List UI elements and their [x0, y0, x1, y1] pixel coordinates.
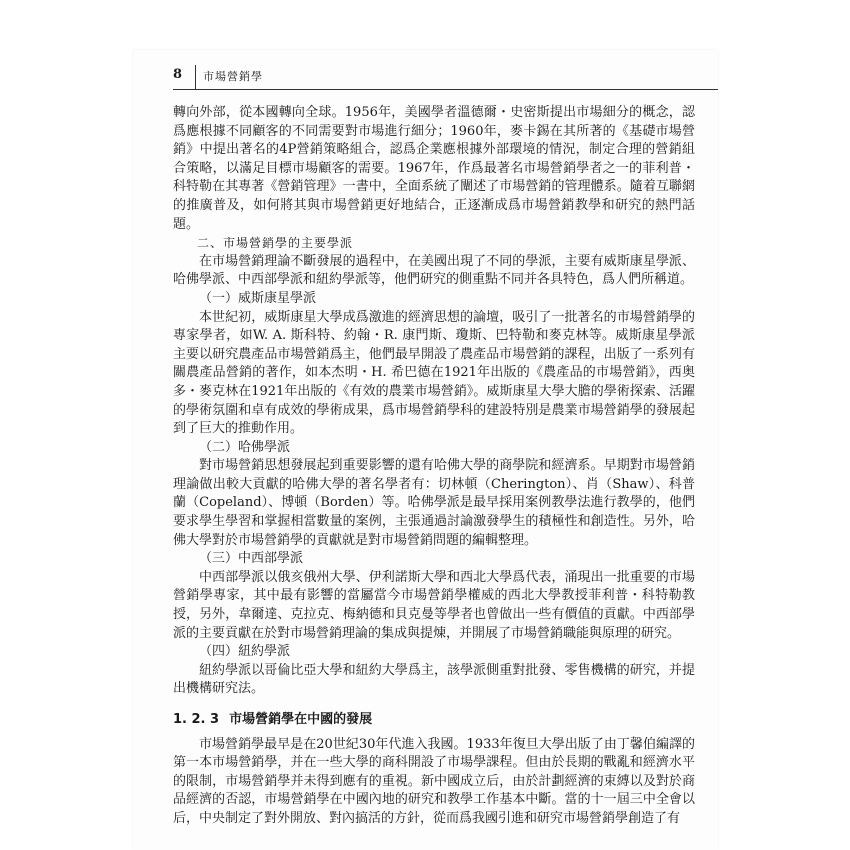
paragraph-4: 對市場營銷思想發展起到重要影響的還有哈佛大學的商學院和經濟系。早期對市場營銷理論做出較大貢獻的哈佛大學的著名學者有：切林頓（Cherington）、肖（Shaw）、科普蘭（Copeland）、博頓（Borden）等。哈佛學派是最早採用案例教學法進行教學的，他們要求學生學習和掌握相當數量的案例，主張通過討論激發學生的積極性和創造性。另外，哈佛大學對於市場營銷學的貢獻就是對市場營銷問題的編輯整理。 [173, 458, 695, 548]
section-heading-2: 二、市場營銷學的主要學派 [197, 236, 354, 251]
page-number: 8 [173, 67, 183, 82]
paragraph-1: 轉向外部，從本國轉向全球。1956年，美國學者溫德爾・史密斯提出市場細分的概念，認爲應根據不同顧客的不同需要對市場進行細分；1960年，麥卡錫在其所著的《基礎市場營銷》中提出著名的4P營銷策略組合，認爲企業應根據外部環境的情況，制定合理的營銷組合策略，以滿足目標市場顧客的需要。1967年，作爲最著名市場營銷學者之一的菲利普・科特勒在其專著《營銷管理》一書中，全面系統了闡述了市場營銷的管理體系。隨着互聯網的推廣普及，如何將其與市場營銷更好地結合，正逐漸成爲市場營銷教學和研究的熱門話題。 [173, 105, 695, 232]
page-header [173, 65, 718, 90]
subsection-heading-midwest: （三）中西部學派 [199, 551, 304, 567]
section-heading-1-2-3 [173, 711, 695, 730]
header-divider [195, 65, 196, 89]
paragraph-2: 在市場營銷理論不斷發展的過程中，在美國出現了不同的學派，主要有威斯康星學派、哈佛學派、中西部學派和紐約學派等，他們研究的側重點不同并各具特色，爲人們所稱道。 [173, 253, 695, 288]
paragraph-6: 紐約學派以哥倫比亞大學和紐約大學爲主，該學派側重對批發、零售機構的研究，并提出機構研究法。 [173, 662, 695, 697]
page-body [173, 104, 695, 829]
subsection-heading-wisconsin: （一）威斯康星學派 [199, 290, 317, 306]
running-title: 市場營銷學 [203, 70, 263, 83]
section-number: 1. 2. 3 [173, 712, 220, 727]
subsection-heading-harvard: （二）哈佛學派 [199, 439, 291, 455]
paragraph-7: 市場營銷學最早是在20世紀30年代進入我國。1933年復旦大學出版了由丁馨伯編譯的第一本市場營銷學，并在一些大學的商科開設了市場學課程。但由於長期的戰亂和經濟水平的限制，市場營銷學并未得到應有的重視。新中國成立后，由於計劃經濟的束縛以及對於商品經濟的否認，市場營銷學在中國內地的研究和教學工作基本中斷。當的十一屆三中全會以后，中央制定了對外開放、對內搞活的方針，從而爲我國引進和研究市場營銷學創造了有 [173, 736, 695, 826]
book-page [133, 50, 718, 850]
paragraph-5: 中西部學派以俄亥俄州大學、伊利諾斯大學和西北大學爲代表，涌現出一批重要的市場營銷學專家，其中最有影響的當屬當今市場營銷學權威的西北大學教授菲利普・科特勒教授，另外，韋爾達、克拉克、梅納德和貝克曼等學者也曾做出一些有價值的貢獻。中西部學派的主要貢獻在於對市場營銷理論的集成與提煉，并開展了市場營銷職能與原理的研究。 [173, 569, 695, 641]
section-title: 市場營銷學在中國的發展 [229, 712, 373, 727]
subsection-heading-newyork: （四）紐約學派 [199, 644, 291, 660]
paragraph-3: 本世紀初，威斯康星大學成爲激進的經濟思想的論壇，吸引了一批著名的市場營銷學的專家學者，如W. A. 斯科特、約翰・R. 康門斯、瓊斯、巴特勒和麥克林等。威斯康星學派主要以研究農產品市場營銷爲主，他們最早開設了農產品市場營銷的課程，出版了一系列有關農產品營銷的著作，如本杰明・H. 希巴德在1921年出版的《農產品的市場營銷》，西奥多・麥克林在1921年出版的《有效的農業市場營銷》。威斯康星大學大膽的學術探索、活躍的學術氛圍和卓有成效的學術成果，爲市場營銷學科的建設特別是農業市場營銷學的發展起到了巨大的推動作用。 [173, 309, 695, 437]
